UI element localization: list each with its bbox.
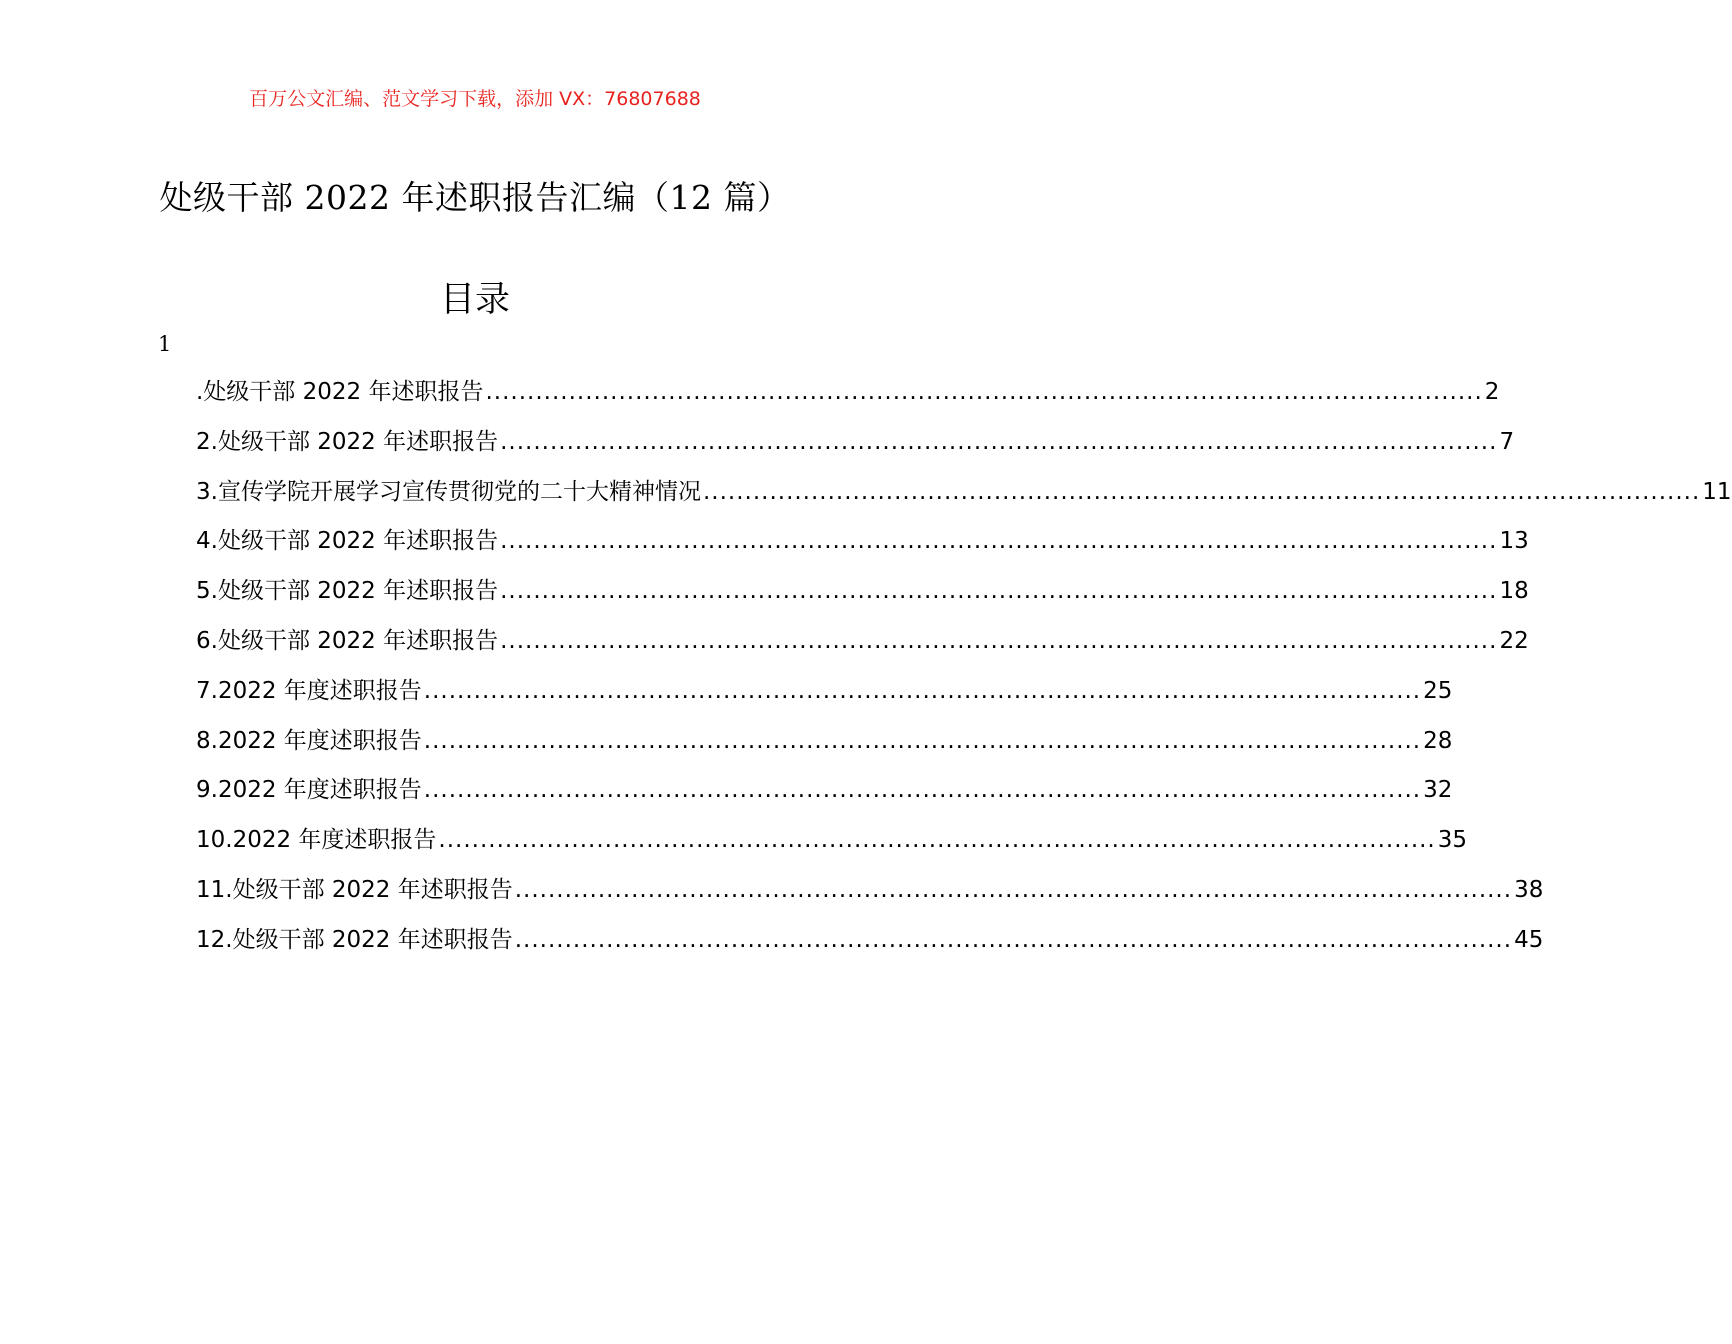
stray-page-number: 1 bbox=[158, 332, 172, 356]
toc-entry-title: 10.2022 年度述职报告 bbox=[196, 827, 437, 854]
toc-dot-leader: ........................................................................................................................ bbox=[500, 578, 1498, 605]
toc-entry-page: 2 bbox=[1484, 379, 1500, 405]
toc-entry[interactable] bbox=[196, 722, 1453, 772]
toc-entry-page: 7 bbox=[1499, 428, 1515, 455]
toc-entry[interactable] bbox=[196, 572, 1529, 622]
toc-dot-leader: ........................................................................................................................ bbox=[500, 428, 1498, 455]
toc-dot-leader: ........................................................................................................................ bbox=[485, 379, 1483, 405]
table-of-contents bbox=[196, 373, 1732, 971]
toc-dot-leader: ........................................................................................................................ bbox=[423, 727, 1422, 754]
toc-entry[interactable] bbox=[196, 921, 1544, 971]
toc-entry-page: 22 bbox=[1499, 627, 1529, 654]
watermark-header-note: 百万公文汇编、范文学习下载，添加 VX：76807688 bbox=[249, 88, 701, 110]
toc-entry-title: 12.处级干部 2022 年述职报告 bbox=[196, 926, 513, 953]
toc-entry-page: 13 bbox=[1499, 528, 1529, 555]
toc-entry[interactable] bbox=[196, 473, 1732, 523]
toc-entry[interactable] bbox=[196, 821, 1468, 871]
toc-entry-page: 35 bbox=[1437, 827, 1468, 854]
toc-entry-title: 3.宣传学院开展学习宣传贯彻党的二十大精神情况 bbox=[196, 478, 701, 505]
toc-entry-title: 8.2022 年度述职报告 bbox=[196, 727, 422, 754]
toc-dot-leader: ........................................................................................................................ bbox=[702, 478, 1701, 505]
toc-entry[interactable] bbox=[196, 373, 1500, 423]
toc-entry-page: 28 bbox=[1423, 727, 1453, 754]
toc-entry-title: 5.处级干部 2022 年述职报告 bbox=[196, 578, 499, 605]
toc-entry-title: 7.2022 年度述职报告 bbox=[196, 677, 422, 704]
toc-heading: 目录 bbox=[439, 280, 510, 320]
toc-entry[interactable] bbox=[196, 871, 1544, 921]
toc-entry-title: 2.处级干部 2022 年述职报告 bbox=[196, 428, 499, 455]
toc-entry-title: .处级干部 2022 年述职报告 bbox=[196, 379, 484, 405]
toc-entry-page: 32 bbox=[1423, 777, 1453, 804]
toc-entry[interactable] bbox=[196, 672, 1453, 722]
toc-entry-title: 11.处级干部 2022 年述职报告 bbox=[196, 876, 513, 903]
toc-dot-leader: ........................................................................................................................ bbox=[423, 677, 1422, 704]
toc-entry[interactable] bbox=[196, 423, 1515, 473]
toc-entry[interactable] bbox=[196, 771, 1453, 821]
toc-entry-page: 45 bbox=[1514, 926, 1544, 953]
toc-entry-page: 38 bbox=[1514, 876, 1544, 903]
toc-dot-leader: ........................................................................................................................ bbox=[514, 926, 1513, 953]
toc-entry-page: 18 bbox=[1499, 578, 1529, 605]
toc-dot-leader: ........................................................................................................................ bbox=[514, 876, 1513, 903]
toc-entry-title: 4.处级干部 2022 年述职报告 bbox=[196, 528, 499, 555]
toc-entry-page: 11 bbox=[1702, 478, 1732, 505]
toc-entry[interactable] bbox=[196, 522, 1529, 572]
toc-dot-leader: ........................................................................................................................ bbox=[500, 528, 1498, 555]
toc-entry[interactable] bbox=[196, 622, 1529, 672]
toc-entry-page: 25 bbox=[1423, 677, 1453, 704]
toc-entry-title: 6.处级干部 2022 年述职报告 bbox=[196, 627, 499, 654]
toc-dot-leader: ........................................................................................................................ bbox=[438, 827, 1436, 854]
toc-dot-leader: ........................................................................................................................ bbox=[423, 777, 1422, 804]
document-title: 处级干部 2022 年述职报告汇编（12 篇） bbox=[159, 178, 791, 217]
toc-dot-leader: ........................................................................................................................ bbox=[500, 627, 1498, 654]
toc-entry-title: 9.2022 年度述职报告 bbox=[196, 777, 422, 804]
